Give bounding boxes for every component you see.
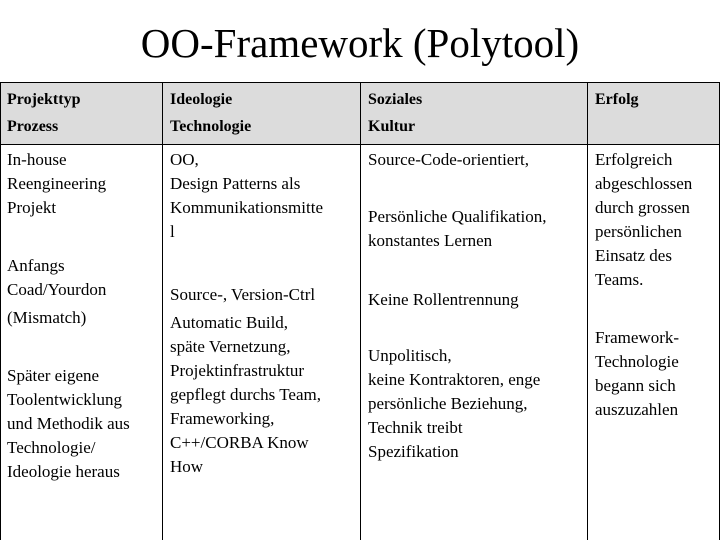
projekttyp-block-2: Anfangs Coad/Yourdon	[7, 256, 107, 299]
soziales-block-4: Unpolitisch, keine Kontraktoren, enge persönliche Beziehung, Technik treibt Spezifikation	[368, 346, 541, 461]
ideologie-block-2: Source-, Version-Ctrl	[170, 285, 316, 304]
table-left-border	[0, 82, 1, 540]
header-projekttyp: Projekttyp Prozess	[7, 91, 81, 135]
erfolg-block-2: Framework- Technologie begann sich auszuzahlen	[595, 328, 680, 419]
soziales-block-1: Source-Code-orientiert,	[368, 150, 529, 169]
projekttyp-block-4: Später eigene Toolentwicklung und Methodik aus Technologie/ Ideologie heraus	[7, 366, 130, 481]
header-erfolg: Erfolg	[595, 91, 639, 108]
slide-title: OO-Framework (Polytool)	[140, 20, 580, 66]
projekttyp-block-3: (Mismatch)	[7, 308, 87, 327]
header-soziales: Soziales Kultur	[368, 91, 423, 135]
column-divider-3	[587, 82, 588, 540]
projekttyp-block-1: In-house Reengineering Projekt	[7, 150, 107, 217]
ideologie-block-1: OO, Design Patterns als Kommunikationsmitte l	[170, 150, 323, 241]
header-ideologie: Ideologie Technologie	[170, 91, 252, 135]
column-divider-2	[360, 82, 361, 540]
erfolg-block-1: Erfolgreich abgeschlossen durch grossen persönlichen Einsatz des Teams.	[595, 150, 693, 289]
ideologie-block-3: Automatic Build, späte Vernetzung, Projektinfrastruktur gepflegt durchs Team, Frameworking, C++/CORBA Know How	[170, 313, 321, 476]
column-divider-1	[162, 82, 163, 540]
soziales-block-3: Keine Rollentrennung	[368, 290, 519, 309]
soziales-block-2: Persönliche Qualifikation, konstantes Lernen	[368, 207, 547, 250]
framework-table	[0, 82, 720, 540]
